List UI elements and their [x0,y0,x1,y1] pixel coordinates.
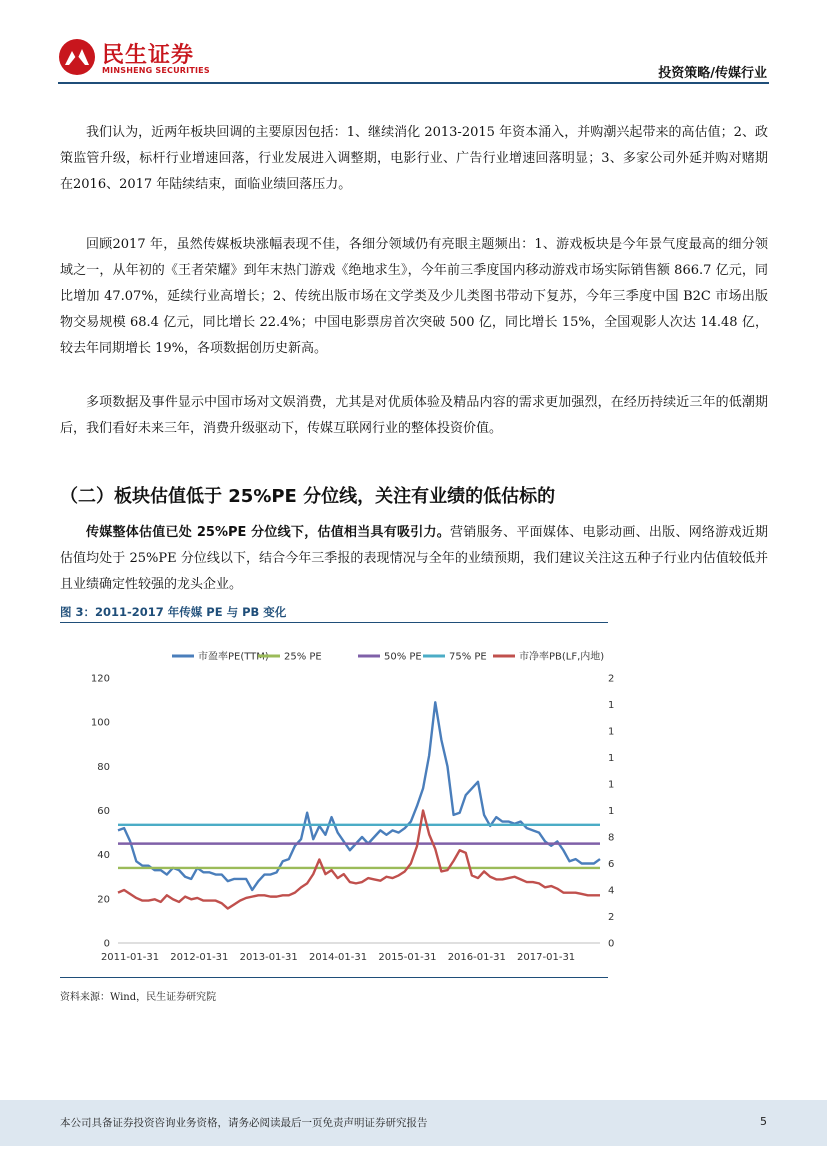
lead-rest: 营销服务、平面媒体、电影动画、出版、网络游戏近期估值均处于 25%PE 分位线以下，结合今年三季报的表现情况与全年的业绩预期，我们建议关注这五种子行业内估值较低并且业绩确定性较强的龙头企业。 [60,525,768,592]
left-y-tick-label: 40 [97,850,110,862]
paragraph-text: 我们认为，近两年板块回调的主要原因包括：1、继续消化 2013-2015 年资本涌入，并购潮兴起带来的高估值；2、政策监管升级，标杆行业增速回落，行业发展进入调整期，电影行业、广告行业增速回落明显；3、多家公司外延并购对赌期在2016、2017 年陆续结束，面临业绩回落压力。 [60,125,768,192]
right-y-tick-label: 1 [608,779,615,791]
left-y-tick-label: 80 [97,761,110,773]
right-y-tick-label: 2 [608,912,615,923]
section-heading: （二）板块估值低于 25%PE 分位线，关注有业绩的低估标的 [60,486,556,507]
x-tick-label: 2011-01-31 [100,952,160,963]
right-y-tick-label: 1 [608,806,615,817]
figure-top-rule [60,622,608,623]
x-tick-label: 2016-01-31 [447,952,506,963]
right-y-tick-label: 8 [608,832,615,844]
bold-lead: 传媒整体估值已处 25%PE 分位线下，估值相当具有吸引力。 [86,525,451,540]
legend-label: 25% PE [284,651,322,663]
x-tick-label: 2013-01-31 [239,952,298,963]
right-y-tick-label: 1 [608,753,615,764]
right-y-tick-label: 4 [608,885,615,897]
paragraph-4 [60,520,768,598]
left-y-tick-label: 100 [90,717,110,729]
left-y-tick-label: 60 [97,806,110,817]
legend-label: 75% PE [449,651,487,663]
figure-source: 资料来源：Wind，民生证券研究院 [60,992,217,1003]
figure-caption: 图 3：2011-2017 年传媒 PE 与 PB 变化 [60,605,287,619]
pe-pb-chart [60,640,620,970]
legend-label: 50% PE [384,651,422,663]
left-y-tick-label: 0 [103,938,110,950]
x-tick-label: 2015-01-31 [378,952,437,963]
figure-bottom-rule [60,977,608,978]
right-y-tick-label: 6 [608,859,615,870]
paragraph-2 [60,232,768,362]
right-y-tick-label: 0 [608,938,615,950]
footer-disclaimer: 本公司具备证券投资咨询业务资格，请务必阅读最后一页免责声明证券研究报告 [60,1117,428,1129]
right-y-tick-label: 2 [608,673,615,685]
right-y-tick-label: 1 [608,726,615,738]
x-tick-label: 2014-01-31 [308,952,368,963]
x-tick-label: 2012-01-31 [170,952,229,963]
brand-name-cn: 民生证券 [102,43,195,68]
legend-label: 市净率PB(LF,内地) [519,651,605,663]
left-y-tick-label: 120 [90,673,110,685]
left-y-tick-label: 20 [97,894,110,906]
brand-name-en: MINSHENG SECURITIES [102,66,210,75]
legend-label: 市盈率PE(TTM) [198,651,269,663]
brand-logo [58,36,218,80]
series-line-0 [118,702,600,890]
page-number: 5 [760,1115,767,1128]
paragraph-text: 多项数据及事件显示中国市场对文娱消费，尤其是对优质体验及精品内容的需求更加强烈，在经历持续近三年的低潮期后，我们看好未来三年，消费升级驱动下，传媒互联网行业的整体投资价值。 [60,395,768,436]
report-type: 投资策略/传媒行业 [658,66,767,81]
minsheng-logo-icon [58,38,96,76]
paragraph-1 [60,120,768,198]
paragraph-text: 回顾2017 年，虽然传媒板块涨幅表现不佳，各细分领域仍有亮眼主题频出：1、游戏板块是今年景气度最高的细分领域之一，从年初的《王者荣耀》到年末热门游戏《绝地求生》，今年前三季度国内移动游戏市场实际销售额 866.7 亿元，同比增加 47.07%，延续行业高增长；2、传统出版市场在文学类及少儿类图书带动下复苏，今年三季度中国 B2C 市场出版物交易规模 68.4 亿元，同比增长 22.4%；中国电影票房首次突破 500 亿，同比增长 15%，全国观影人次达 14.48 亿，较去年同期增长 19%，各项数据创历史新高。 [60,237,768,356]
header-divider [58,82,769,84]
paragraph-3 [60,390,768,442]
x-tick-label: 2017-01-31 [517,952,576,963]
right-y-tick-label: 1 [608,700,615,711]
paragraph-text [60,520,768,598]
